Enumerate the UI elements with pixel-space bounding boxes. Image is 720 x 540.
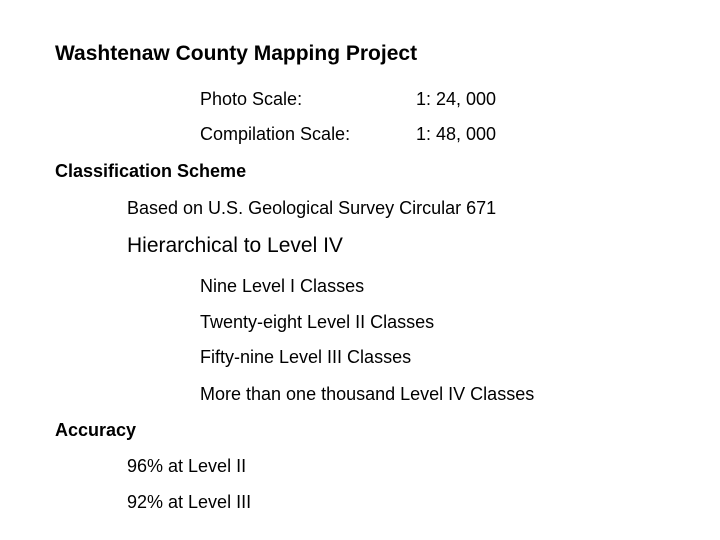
level-item: More than one thousand Level IV Classes (200, 384, 535, 404)
accuracy-item: 92% at Level III (127, 492, 252, 512)
accuracy-heading: Accuracy (55, 420, 137, 440)
compilation-scale-label: Compilation Scale: (200, 124, 351, 144)
slide-title: Washtenaw County Mapping Project (55, 42, 418, 65)
classification-heading: Classification Scheme (55, 161, 247, 181)
photo-scale-label: Photo Scale: (200, 89, 303, 109)
compilation-scale-value: 1: 48, 000 (416, 124, 497, 144)
classification-hierarchy: Hierarchical to Level IV (127, 234, 343, 257)
level-item: Fifty-nine Level III Classes (200, 347, 412, 367)
level-item: Twenty-eight Level II Classes (200, 312, 435, 332)
level-item: Nine Level I Classes (200, 276, 365, 296)
photo-scale-value: 1: 24, 000 (416, 89, 497, 109)
classification-basis: Based on U.S. Geological Survey Circular 671 (127, 198, 497, 218)
accuracy-item: 96% at Level II (127, 456, 247, 476)
